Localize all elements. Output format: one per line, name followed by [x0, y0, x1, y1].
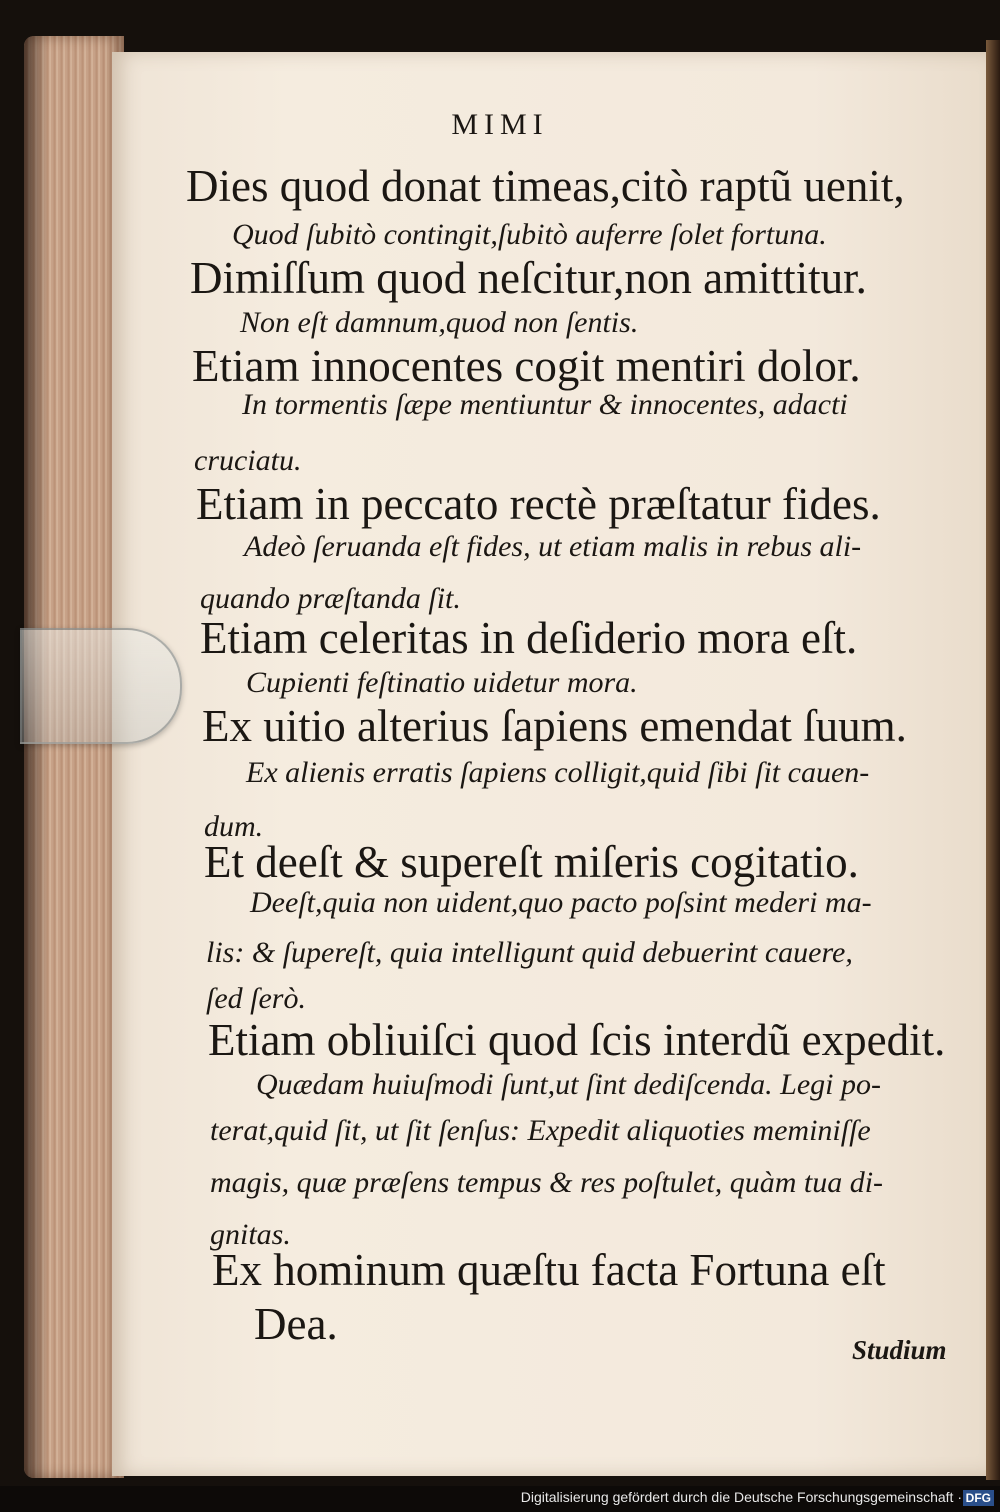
line-7: cruciatu.	[194, 444, 302, 477]
line-17: Deeſt,quia non uident,quo pacto poſsint mederi ma-	[250, 886, 872, 919]
line-26: Dea.	[254, 1299, 338, 1349]
dfg-logo-icon: DFG	[963, 1490, 994, 1506]
line-12: Cupienti feſtinatio uidetur mora.	[246, 666, 638, 699]
line-20: Etiam obliuiſci quod ſcis interdũ expedit.	[208, 1015, 946, 1065]
line-22: terat,quid ſit, ut ſit ſenſus: Expedit aliquoties meminiſſe	[210, 1114, 871, 1147]
line-21: Quædam huiuſmodi ſunt,ut ſint dediſcenda. Legi po-	[256, 1068, 881, 1101]
line-8: Etiam in peccato rectè præſtatur fides.	[196, 479, 881, 529]
line-11: Etiam celeritas in deſiderio mora eſt.	[200, 613, 858, 663]
line-10: quando præſtanda ſit.	[200, 582, 461, 615]
line-16: Et deeſt & supereſt miſeris cogitatio.	[204, 837, 859, 887]
line-18: lis: & ſupereſt, quia intelligunt quid debuerint cauere,	[206, 936, 853, 969]
line-4: Non eſt damnum,quod non ſentis.	[240, 306, 639, 339]
line-1: Dies quod donat timeas,citò raptũ uenit,	[186, 161, 905, 211]
line-23: magis, quæ præſens tempus & res poſtulet, quàm tua di-	[210, 1166, 884, 1199]
footer-credit: Digitalisierung gefördert durch die Deutsche Forschungsgemeinschaft ·	[520, 1489, 962, 1505]
line-3: Dimiſſum quod neſcitur,non amittitur.	[190, 253, 867, 303]
running-header: MIMI	[451, 108, 549, 141]
line-24: gnitas.	[210, 1218, 291, 1251]
catchword: Studium	[852, 1335, 947, 1365]
digitization-footer	[0, 1486, 1000, 1512]
line-5: Etiam innocentes cogit mentiri dolor.	[192, 341, 861, 391]
line-14: Ex alienis erratis ſapiens colligit,quid ſibi ſit cauen-	[246, 756, 870, 789]
line-13: Ex uitio alterius ſapiens emendat ſuum.	[202, 701, 907, 751]
line-19: ſed ſerò.	[206, 982, 306, 1015]
line-9: Adeò ſeruanda eſt fides, ut etiam malis in rebus ali-	[244, 530, 862, 563]
line-2: Quod ſubitò contingit,ſubitò auferre ſolet fortuna.	[232, 218, 827, 251]
line-25: Ex hominum quæſtu facta Fortuna eſt	[212, 1245, 886, 1295]
line-15: dum.	[204, 810, 264, 843]
line-6: In tormentis ſæpe mentiuntur & innocentes, adacti	[242, 388, 848, 421]
